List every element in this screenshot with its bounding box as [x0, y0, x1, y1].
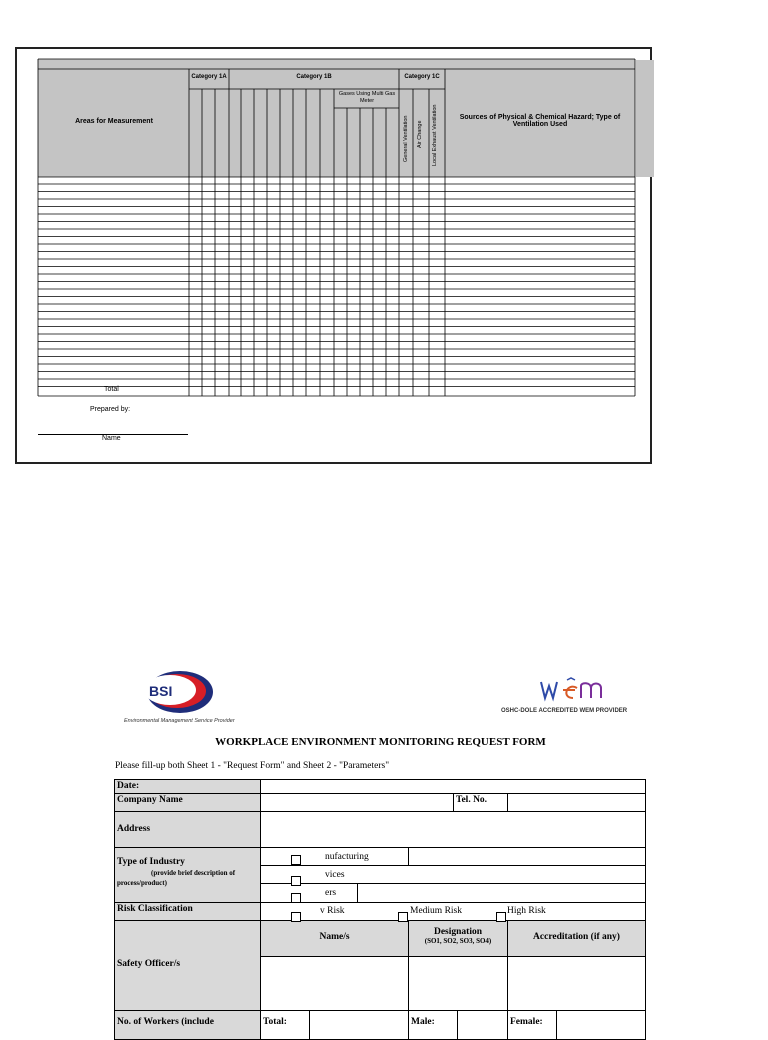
risk-option-high: High Risk	[507, 906, 546, 916]
industry-others-checkbox[interactable]	[291, 893, 301, 903]
header-areas: Areas for Measurement	[75, 118, 153, 125]
tel-label: Tel. No.	[453, 793, 508, 812]
header-gases: Gases Using Multi Gas Meter	[338, 91, 396, 104]
industry-option-manufacturing: nufacturing	[325, 852, 369, 862]
header-category-1c: Category 1C	[404, 74, 440, 80]
header-category-1a: Category 1A	[191, 74, 227, 80]
industry-option-services: vices	[325, 870, 345, 880]
company-label: Company Name	[114, 793, 261, 812]
industry-manufacturing-checkbox[interactable]	[291, 855, 301, 865]
workers-female-label: Female:	[507, 1010, 557, 1040]
workers-total-label: Total:	[260, 1010, 310, 1040]
svg-text:Environmental Management Servi: Environmental Management Service Provider	[124, 718, 235, 724]
safety-accreditation-field[interactable]	[507, 956, 646, 1011]
industry-opt3-desc[interactable]	[357, 883, 646, 903]
workers-label: No. of Workers (include	[114, 1010, 261, 1040]
company-field[interactable]	[260, 793, 454, 812]
wem-logo	[497, 676, 637, 718]
designation-header-sub: (SO1, SO2, SO3, SO4)	[424, 937, 492, 945]
risk-option-medium: Medium Risk	[410, 906, 462, 916]
header-general-ventilation: General Ventilation	[403, 115, 409, 162]
date-label: Date:	[114, 779, 261, 794]
header-sources: Sources of Physical & Chemical Hazard; Type of Ventilation Used	[459, 114, 621, 128]
industry-sub-label: (provide brief description of process/product)	[117, 869, 236, 887]
industry-opt3-cell	[260, 883, 358, 903]
header-category-1b: Category 1B	[296, 74, 332, 80]
name-label: Name	[102, 435, 121, 442]
address-label	[114, 811, 261, 848]
safety-designation-field[interactable]	[408, 956, 508, 1011]
industry-opt2-cell	[260, 865, 646, 884]
workers-male-label: Male:	[408, 1010, 458, 1040]
form-instruction: Please fill-up both Sheet 1 - "Request Form" and Sheet 2 - "Parameters"	[115, 761, 390, 771]
bsi-logo	[122, 668, 242, 726]
request-form-table	[114, 779, 646, 1029]
workers-total-field[interactable]	[309, 1010, 409, 1040]
svg-text:OSHC-DOLE ACCREDITED WEM PROVI: OSHC-DOLE ACCREDITED WEM PROVIDER	[501, 708, 628, 714]
industry-opt1-desc[interactable]	[408, 847, 646, 866]
risk-medium-checkbox[interactable]	[398, 912, 408, 922]
form-title: WORKPLACE ENVIRONMENT MONITORING REQUEST FORM	[215, 736, 546, 748]
industry-services-checkbox[interactable]	[291, 876, 301, 886]
prepared-by-label: Prepared by:	[90, 406, 131, 413]
svg-text:BSI: BSI	[149, 683, 173, 699]
industry-label-text: Type of Industry	[117, 857, 185, 867]
header-air-change: Air Change	[417, 120, 423, 148]
safety-name-field[interactable]	[260, 956, 409, 1011]
header-local-exhaust: Local Exhaust Ventilation	[432, 104, 438, 166]
date-field[interactable]	[260, 779, 646, 794]
scroll-strip	[636, 60, 654, 177]
designation-header-text: Designation	[433, 927, 483, 937]
names-header: Name/s	[260, 920, 409, 957]
industry-option-others: ers	[325, 888, 337, 898]
risk-low-checkbox[interactable]	[291, 912, 301, 922]
risk-option-low: v Risk	[320, 906, 345, 916]
risk-high-checkbox[interactable]	[496, 912, 506, 922]
risk-label: Risk Classification	[114, 902, 261, 921]
safety-officer-label	[114, 920, 261, 1011]
address-field[interactable]	[260, 811, 646, 848]
designation-header	[408, 920, 508, 957]
safety-officer-label-text: Safety Officer/s	[117, 959, 181, 969]
tel-field[interactable]	[507, 793, 646, 812]
industry-label	[114, 847, 261, 903]
workers-female-field[interactable]	[556, 1010, 646, 1040]
workers-male-field[interactable]	[457, 1010, 508, 1040]
total-label: Total	[104, 386, 119, 393]
address-label-text: Address	[117, 824, 151, 834]
accreditation-header: Accreditation (if any)	[507, 920, 646, 957]
